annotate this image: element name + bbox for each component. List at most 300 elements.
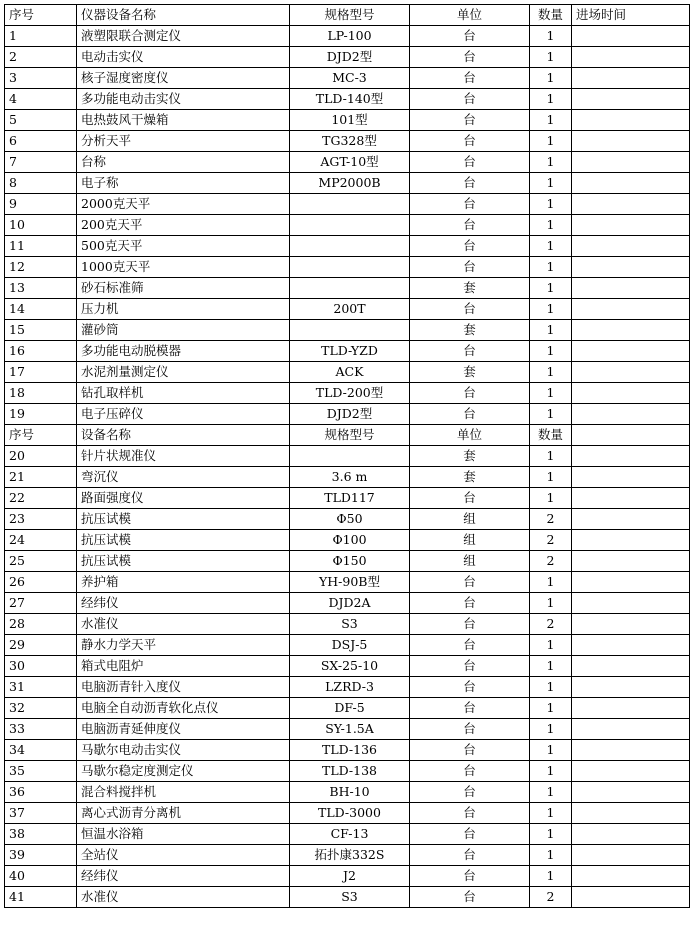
quantity: 1: [530, 236, 572, 257]
quantity: 1: [530, 719, 572, 740]
row-number: 29: [5, 635, 77, 656]
entry-date: [572, 236, 690, 257]
table-row: [5, 845, 690, 866]
quantity: 1: [530, 362, 572, 383]
spec-model: TLD-3000: [290, 803, 410, 824]
entry-date: [572, 131, 690, 152]
table-row: [5, 593, 690, 614]
row-number: 27: [5, 593, 77, 614]
quantity: 1: [530, 656, 572, 677]
equipment-name: 离心式沥青分离机: [77, 803, 290, 824]
entry-date: [572, 698, 690, 719]
row-number: 39: [5, 845, 77, 866]
spec-model: MC-3: [290, 68, 410, 89]
equipment-name: 电脑沥青延伸度仪: [77, 719, 290, 740]
table-row: [5, 677, 690, 698]
equipment-table: [4, 4, 690, 908]
table-row: [5, 47, 690, 68]
spec-model: [290, 278, 410, 299]
table-row: [5, 383, 690, 404]
equipment-name: 压力机: [77, 299, 290, 320]
unit: 台: [410, 173, 530, 194]
unit: 台: [410, 635, 530, 656]
quantity: 数量: [530, 5, 572, 26]
spec-model: 规格型号: [290, 425, 410, 446]
equipment-name: 抗压试模: [77, 551, 290, 572]
row-number: 10: [5, 215, 77, 236]
spec-model: BH-10: [290, 782, 410, 803]
spec-model: CF-13: [290, 824, 410, 845]
quantity: 1: [530, 257, 572, 278]
table-row: [5, 572, 690, 593]
row-number: 20: [5, 446, 77, 467]
entry-date: [572, 215, 690, 236]
entry-date: [572, 257, 690, 278]
equipment-name: 抗压试模: [77, 530, 290, 551]
entry-date: [572, 47, 690, 68]
table-row: [5, 257, 690, 278]
equipment-name: 钻孔取样机: [77, 383, 290, 404]
spec-model: [290, 236, 410, 257]
equipment-name: 马歇尔电动击实仪: [77, 740, 290, 761]
equipment-name: 经纬仪: [77, 866, 290, 887]
spec-model: SX-25-10: [290, 656, 410, 677]
spec-model: J2: [290, 866, 410, 887]
equipment-name: 2000克天平: [77, 194, 290, 215]
quantity: 1: [530, 866, 572, 887]
table-row: [5, 341, 690, 362]
equipment-name: 多功能电动击实仪: [77, 89, 290, 110]
entry-date: [572, 614, 690, 635]
quantity: 2: [530, 887, 572, 908]
table-row: [5, 236, 690, 257]
equipment-name: 灌砂筒: [77, 320, 290, 341]
row-number: 38: [5, 824, 77, 845]
spec-model: 拓扑康332S: [290, 845, 410, 866]
quantity: 1: [530, 341, 572, 362]
spec-model: 3.6 m: [290, 467, 410, 488]
spec-model: ACK: [290, 362, 410, 383]
quantity: 1: [530, 89, 572, 110]
equipment-name: 液塑限联合测定仪: [77, 26, 290, 47]
unit: 台: [410, 761, 530, 782]
unit: 台: [410, 698, 530, 719]
entry-date: [572, 68, 690, 89]
entry-date: [572, 656, 690, 677]
spec-model: TLD-YZD: [290, 341, 410, 362]
quantity: 1: [530, 488, 572, 509]
entry-date: [572, 446, 690, 467]
entry-date: [572, 740, 690, 761]
table-row: [5, 887, 690, 908]
unit: 套: [410, 320, 530, 341]
row-number: 28: [5, 614, 77, 635]
quantity: 1: [530, 635, 572, 656]
table-row: [5, 551, 690, 572]
unit: 台: [410, 131, 530, 152]
quantity: 1: [530, 215, 572, 236]
row-number: 23: [5, 509, 77, 530]
equipment-name: 恒温水浴箱: [77, 824, 290, 845]
equipment-name: 箱式电阻炉: [77, 656, 290, 677]
unit: 套: [410, 467, 530, 488]
row-number: 3: [5, 68, 77, 89]
spec-model: Φ100: [290, 530, 410, 551]
table-row: [5, 530, 690, 551]
spec-model: TLD-140型: [290, 89, 410, 110]
quantity: 1: [530, 173, 572, 194]
unit: 台: [410, 677, 530, 698]
row-number: 6: [5, 131, 77, 152]
quantity: 1: [530, 761, 572, 782]
unit: 台: [410, 383, 530, 404]
row-number: 37: [5, 803, 77, 824]
row-number: 2: [5, 47, 77, 68]
table-row: [5, 446, 690, 467]
unit: 台: [410, 824, 530, 845]
table-row: [5, 719, 690, 740]
quantity: 2: [530, 509, 572, 530]
table-row: [5, 740, 690, 761]
row-number: 12: [5, 257, 77, 278]
unit: 台: [410, 152, 530, 173]
spec-model: [290, 257, 410, 278]
table-row: [5, 362, 690, 383]
equipment-name: 水准仪: [77, 614, 290, 635]
quantity: 1: [530, 593, 572, 614]
unit: 台: [410, 68, 530, 89]
unit: 组: [410, 509, 530, 530]
spec-model: LZRD-3: [290, 677, 410, 698]
spec-model: DJD2型: [290, 404, 410, 425]
entry-date: [572, 341, 690, 362]
row-number: 11: [5, 236, 77, 257]
unit: 组: [410, 530, 530, 551]
entry-date: [572, 320, 690, 341]
row-number: 30: [5, 656, 77, 677]
row-number: 25: [5, 551, 77, 572]
equipment-name: 经纬仪: [77, 593, 290, 614]
row-number: 17: [5, 362, 77, 383]
spec-model: [290, 215, 410, 236]
unit: 台: [410, 26, 530, 47]
quantity: 2: [530, 530, 572, 551]
entry-date: [572, 299, 690, 320]
row-number: 16: [5, 341, 77, 362]
row-number: 41: [5, 887, 77, 908]
unit: 台: [410, 488, 530, 509]
unit: 台: [410, 47, 530, 68]
spec-model: 101型: [290, 110, 410, 131]
unit: 套: [410, 278, 530, 299]
spec-model: DF-5: [290, 698, 410, 719]
row-number: 35: [5, 761, 77, 782]
entry-date: [572, 467, 690, 488]
entry-date: [572, 845, 690, 866]
equipment-name: 核子湿度密度仪: [77, 68, 290, 89]
equipment-name: 混合料搅拌机: [77, 782, 290, 803]
unit: 套: [410, 446, 530, 467]
unit: 台: [410, 572, 530, 593]
spec-model: TLD-200型: [290, 383, 410, 404]
row-number: 14: [5, 299, 77, 320]
entry-date: [572, 173, 690, 194]
unit: 台: [410, 887, 530, 908]
quantity: 1: [530, 467, 572, 488]
quantity: 1: [530, 698, 572, 719]
table-row: [5, 467, 690, 488]
quantity: 1: [530, 68, 572, 89]
spec-model: DSJ-5: [290, 635, 410, 656]
row-number: 40: [5, 866, 77, 887]
table-row: [5, 173, 690, 194]
entry-date: [572, 383, 690, 404]
row-number: 序号: [5, 425, 77, 446]
unit: 台: [410, 614, 530, 635]
row-number: 31: [5, 677, 77, 698]
entry-date: [572, 824, 690, 845]
unit: 单位: [410, 425, 530, 446]
table-row: [5, 866, 690, 887]
unit: 台: [410, 866, 530, 887]
table-row: [5, 488, 690, 509]
quantity: 1: [530, 446, 572, 467]
row-number: 34: [5, 740, 77, 761]
spec-model: TLD-138: [290, 761, 410, 782]
row-number: 9: [5, 194, 77, 215]
equipment-name: 水泥剂量测定仪: [77, 362, 290, 383]
row-number: 序号: [5, 5, 77, 26]
quantity: 1: [530, 47, 572, 68]
table-row: [5, 299, 690, 320]
quantity: 1: [530, 278, 572, 299]
table-row: [5, 635, 690, 656]
row-number: 21: [5, 467, 77, 488]
unit: 台: [410, 404, 530, 425]
quantity: 1: [530, 152, 572, 173]
unit: 台: [410, 110, 530, 131]
equipment-name: 电子称: [77, 173, 290, 194]
entry-date: [572, 677, 690, 698]
equipment-name: 分析天平: [77, 131, 290, 152]
equipment-name: 台称: [77, 152, 290, 173]
entry-date: [572, 761, 690, 782]
row-number: 8: [5, 173, 77, 194]
table-row: [5, 131, 690, 152]
equipment-name: 电脑沥青针入度仪: [77, 677, 290, 698]
quantity: 1: [530, 803, 572, 824]
table-row: [5, 761, 690, 782]
equipment-name: 水准仪: [77, 887, 290, 908]
entry-date: [572, 509, 690, 530]
row-number: 24: [5, 530, 77, 551]
row-number: 33: [5, 719, 77, 740]
quantity: 1: [530, 404, 572, 425]
row-number: 7: [5, 152, 77, 173]
table-row: [5, 824, 690, 845]
quantity: 数量: [530, 425, 572, 446]
equipment-name: 静水力学天平: [77, 635, 290, 656]
equipment-name: 电动击实仪: [77, 47, 290, 68]
table-row: [5, 110, 690, 131]
spec-model: 规格型号: [290, 5, 410, 26]
quantity: 1: [530, 320, 572, 341]
unit: 台: [410, 593, 530, 614]
equipment-name: 电脑全自动沥青软化点仪: [77, 698, 290, 719]
entry-date: [572, 488, 690, 509]
entry-date: [572, 593, 690, 614]
row-number: 1: [5, 26, 77, 47]
unit: 台: [410, 215, 530, 236]
entry-date: [572, 803, 690, 824]
equipment-name: 200克天平: [77, 215, 290, 236]
equipment-name: 电热鼓风干燥箱: [77, 110, 290, 131]
spec-model: DJD2A: [290, 593, 410, 614]
spec-model: TG328型: [290, 131, 410, 152]
unit: 台: [410, 782, 530, 803]
quantity: 1: [530, 26, 572, 47]
table-header: [5, 425, 690, 446]
quantity: 2: [530, 551, 572, 572]
entry-date: [572, 887, 690, 908]
entry-date: [572, 719, 690, 740]
table-row: [5, 698, 690, 719]
entry-date: [572, 635, 690, 656]
spec-model: TLD-136: [290, 740, 410, 761]
equipment-name: 仪器设备名称: [77, 5, 290, 26]
spec-model: Φ50: [290, 509, 410, 530]
row-number: 5: [5, 110, 77, 131]
equipment-name: 路面强度仪: [77, 488, 290, 509]
table-row: [5, 152, 690, 173]
table-row: [5, 194, 690, 215]
equipment-name: 电子压碎仪: [77, 404, 290, 425]
row-number: 18: [5, 383, 77, 404]
unit: 组: [410, 551, 530, 572]
quantity: 1: [530, 572, 572, 593]
unit: 台: [410, 236, 530, 257]
table-header: [5, 5, 690, 26]
spec-model: YH-90B型: [290, 572, 410, 593]
row-number: 22: [5, 488, 77, 509]
table-row: [5, 89, 690, 110]
quantity: 1: [530, 299, 572, 320]
entry-date: [572, 152, 690, 173]
unit: 台: [410, 719, 530, 740]
unit: 台: [410, 89, 530, 110]
spec-model: [290, 320, 410, 341]
entry-date: [572, 26, 690, 47]
unit: 台: [410, 740, 530, 761]
entry-date: [572, 89, 690, 110]
spec-model: LP-100: [290, 26, 410, 47]
equipment-name: 养护箱: [77, 572, 290, 593]
unit: 台: [410, 656, 530, 677]
spec-model: MP2000B: [290, 173, 410, 194]
entry-date: [572, 362, 690, 383]
row-number: 15: [5, 320, 77, 341]
equipment-table-body: [5, 5, 690, 908]
table-row: [5, 278, 690, 299]
entry-date: [572, 782, 690, 803]
entry-date: [572, 551, 690, 572]
row-number: 13: [5, 278, 77, 299]
quantity: 1: [530, 194, 572, 215]
spec-model: S3: [290, 887, 410, 908]
spec-model: [290, 194, 410, 215]
unit: 台: [410, 299, 530, 320]
unit: 单位: [410, 5, 530, 26]
entry-date: [572, 866, 690, 887]
table-row: [5, 509, 690, 530]
spec-model: S3: [290, 614, 410, 635]
equipment-name: 1000克天平: [77, 257, 290, 278]
table-row: [5, 404, 690, 425]
quantity: 1: [530, 782, 572, 803]
row-number: 4: [5, 89, 77, 110]
entry-date: 进场时间: [572, 5, 690, 26]
equipment-name: 弯沉仪: [77, 467, 290, 488]
spec-model: SY-1.5A: [290, 719, 410, 740]
entry-date: [572, 110, 690, 131]
spec-model: [290, 446, 410, 467]
unit: 台: [410, 257, 530, 278]
equipment-name: 针片状规准仪: [77, 446, 290, 467]
equipment-name: 设备名称: [77, 425, 290, 446]
unit: 套: [410, 362, 530, 383]
quantity: 1: [530, 110, 572, 131]
quantity: 1: [530, 131, 572, 152]
spec-model: Φ150: [290, 551, 410, 572]
equipment-name: 马歇尔稳定度测定仪: [77, 761, 290, 782]
table-row: [5, 656, 690, 677]
quantity: 1: [530, 845, 572, 866]
quantity: 1: [530, 677, 572, 698]
table-row: [5, 320, 690, 341]
row-number: 26: [5, 572, 77, 593]
quantity: 1: [530, 740, 572, 761]
table-row: [5, 68, 690, 89]
row-number: 32: [5, 698, 77, 719]
spec-model: TLD117: [290, 488, 410, 509]
spec-model: AGT-10型: [290, 152, 410, 173]
equipment-name: 全站仪: [77, 845, 290, 866]
entry-date: [572, 278, 690, 299]
table-row: [5, 803, 690, 824]
entry-date: [572, 194, 690, 215]
quantity: 1: [530, 824, 572, 845]
entry-date: [572, 530, 690, 551]
quantity: 1: [530, 383, 572, 404]
table-row: [5, 782, 690, 803]
equipment-name: 砂石标准筛: [77, 278, 290, 299]
entry-date: [572, 425, 690, 446]
entry-date: [572, 404, 690, 425]
unit: 台: [410, 341, 530, 362]
equipment-name: 抗压试模: [77, 509, 290, 530]
spec-model: 200T: [290, 299, 410, 320]
entry-date: [572, 572, 690, 593]
table-row: [5, 614, 690, 635]
table-row: [5, 26, 690, 47]
row-number: 36: [5, 782, 77, 803]
table-row: [5, 215, 690, 236]
unit: 台: [410, 194, 530, 215]
quantity: 2: [530, 614, 572, 635]
unit: 台: [410, 845, 530, 866]
equipment-name: 多功能电动脱模器: [77, 341, 290, 362]
equipment-name: 500克天平: [77, 236, 290, 257]
